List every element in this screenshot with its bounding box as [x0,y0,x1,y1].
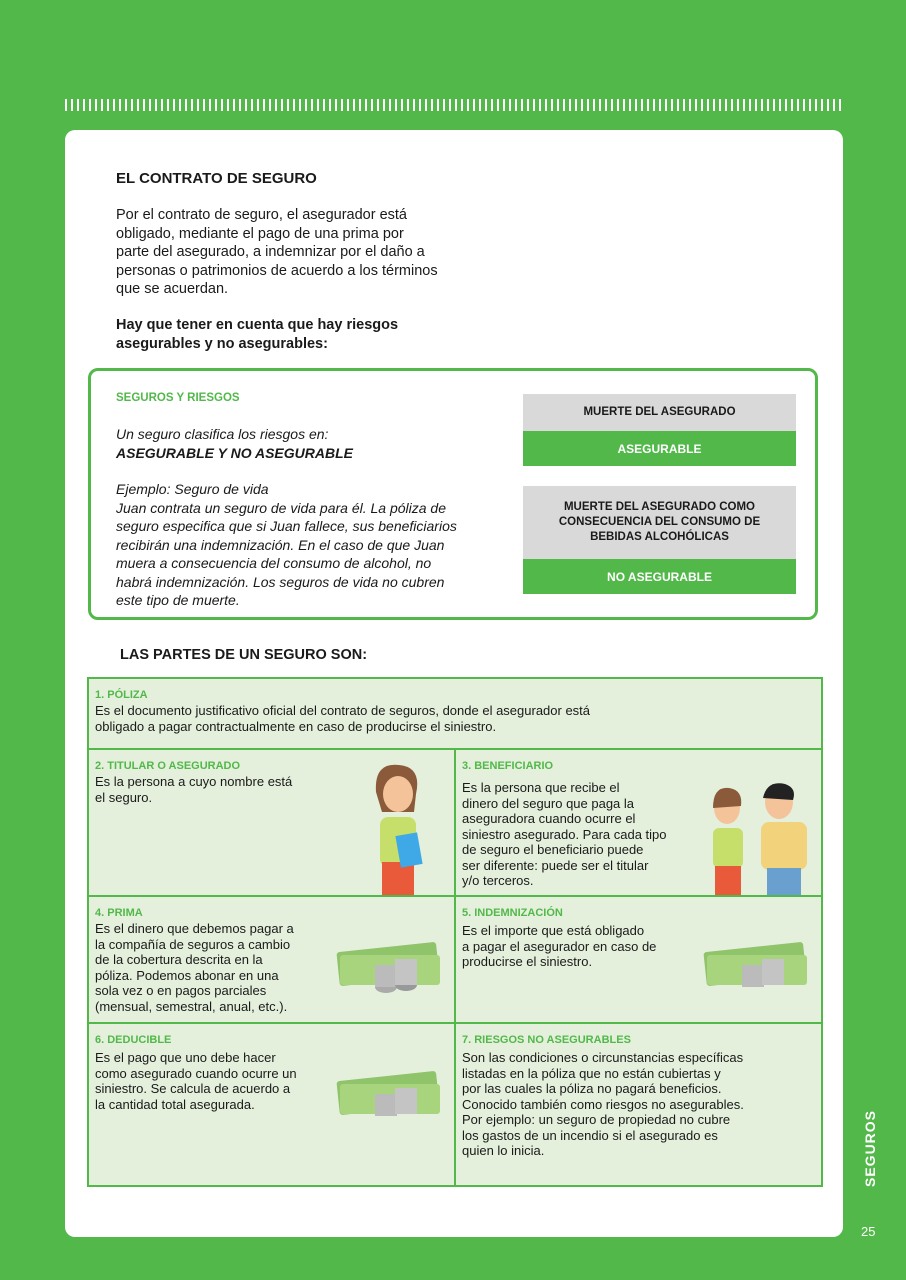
risk-box-title: SEGUROS Y RIESGOS [116,392,240,404]
text-line: Es el documento justificativo oficial del contrato de seguros, donde el asegurador está [95,703,591,718]
case-1-label: MUERTE DEL ASEGURADO [523,394,796,431]
part-prima [89,897,456,1024]
intro-paragraph [116,206,438,299]
text-line: aseguradora cuando ocurre el [462,811,636,826]
case-1-result: ASEGURABLE [523,431,796,466]
text-line: parte del asegurado, a indemnizar por el daño a [116,244,425,260]
text-line: Es el importe que está obligado [462,923,645,938]
text-line: producirse el siniestro. [462,954,593,969]
text-line: por las cuales la póliza no pagará beneficios. [462,1081,722,1096]
text-line: Juan contrata un seguro de vida para él. La póliza de [116,499,447,516]
text-line: quien lo inicia. [462,1143,545,1158]
text-line: Hay que tener en cuenta que hay riesgos [116,317,399,333]
part-titular [89,750,456,897]
money-stack-illustration [334,935,444,997]
text-line: a pagar el asegurador en caso de [462,938,657,954]
text-line: Por el contrato de seguro, el asegurador está [116,207,407,223]
woman-holding-policy-illustration [354,762,434,895]
text-line: obligado, mediante el pago de una prima por [116,225,404,242]
text-line: Por ejemplo: un seguro de propiedad no cubre [462,1112,731,1127]
part-deducible [89,1024,456,1185]
part-title: 4. PRIMA [95,907,143,919]
text-line: el seguro. [95,789,153,805]
page-title: EL CONTRATO DE SEGURO [116,170,317,187]
section-side-label: SEGUROS [862,1109,878,1187]
text-line: siniestro asegurado. Para cada tipo [462,826,667,842]
text-line: Es el dinero que debemos pagar a [95,921,294,936]
text-line: este tipo de muerte. [116,592,240,608]
text-line: de seguro el beneficiario puede [462,842,644,857]
part-indemnizacion [456,897,821,1024]
part-beneficiario [456,750,821,897]
text-line: habrá indemnización. Los seguros de vida no cubren [116,573,445,590]
text-line: póliza. Podemos abonar en una [95,967,279,983]
text-line: ASEGURABLE Y NO ASEGURABLE [116,444,353,461]
text-line: ser diferente: puede ser el titular [462,857,649,873]
text-line: y/o terceros. [462,873,534,888]
page-number: 25 [861,1224,876,1239]
part-title: 2. TITULAR O ASEGURADO [95,760,241,772]
text-line: que se acuerdan. [116,281,229,297]
text-line: asegurables y no asegurables: [116,335,328,352]
risk-classification [116,425,457,610]
part-title: 6. DEDUCIBLE [95,1034,172,1046]
decorative-stripe [65,99,845,111]
part-title: 5. INDEMNIZACIÓN [462,907,563,919]
text-line: MUERTE DEL ASEGURADO COMO [563,501,756,513]
text-line: personas o patrimonios de acuerdo a los términos [116,262,438,279]
text-line: Ejemplo: Seguro de vida [116,481,269,497]
text-line: recibirán una indemnización. En el caso de que Juan [116,536,445,553]
part-title: 3. BENEFICIARIO [462,760,554,772]
money-stack-illustration [334,1064,444,1126]
text-line: CONSECUENCIA DEL CONSUMO DE [558,516,761,528]
text-line: (mensual, semestral, anual, etc.). [95,998,288,1014]
text-line: listadas en la póliza que no están cubiertas y [462,1065,721,1081]
case-2-result: NO ASEGURABLE [523,559,796,594]
text-line: de la cobertura descrita en la [95,952,263,967]
parts-table [87,677,823,1187]
text-line: Es el pago que uno debe hacer [95,1050,276,1065]
text-line: la cantidad total asegurada. [95,1096,255,1112]
text-line: los gastos de un incendio si el asegurado es [462,1127,718,1143]
text-line: Un seguro clasifica los riesgos en: [116,426,329,442]
part-poliza [89,679,821,750]
text-line: Es la persona que recibe el [462,780,620,795]
case-2-label [523,486,796,559]
money-stack-illustration [701,935,811,997]
text-line: sola vez o en pagos parciales [95,983,267,998]
parts-heading: LAS PARTES DE UN SEGURO SON: [120,647,368,663]
text-line: Conocido también como riesgos no asegurables. [462,1096,744,1112]
part-title: 1. PÓLIZA [95,689,148,701]
text-line: dinero del seguro que paga la [462,795,635,811]
part-riesgos-no-asegurables [456,1024,821,1185]
text-line: la compañía de seguros a cambio [95,936,291,952]
note-paragraph [116,316,398,353]
part-title: 7. RIESGOS NO ASEGURABLES [462,1034,631,1046]
couple-illustration [701,780,821,895]
text-line: BEBIDAS ALCOHÓLICAS [590,531,729,543]
text-line: Es la persona a cuyo nombre está [95,774,293,789]
text-line: muera a consecuencia del consumo de alcohol, no [116,555,432,571]
text-line: seguro especifica que si Juan fallece, sus beneficiarios [116,518,457,534]
text-line: Son las condiciones o circunstancias específicas [462,1050,744,1065]
text-line: obligado a pagar contractualmente en caso de producirse el siniestro. [95,718,497,734]
text-line: siniestro. Se calcula de acuerdo a [95,1081,291,1096]
text-line: como asegurado cuando ocurre un [95,1065,297,1081]
